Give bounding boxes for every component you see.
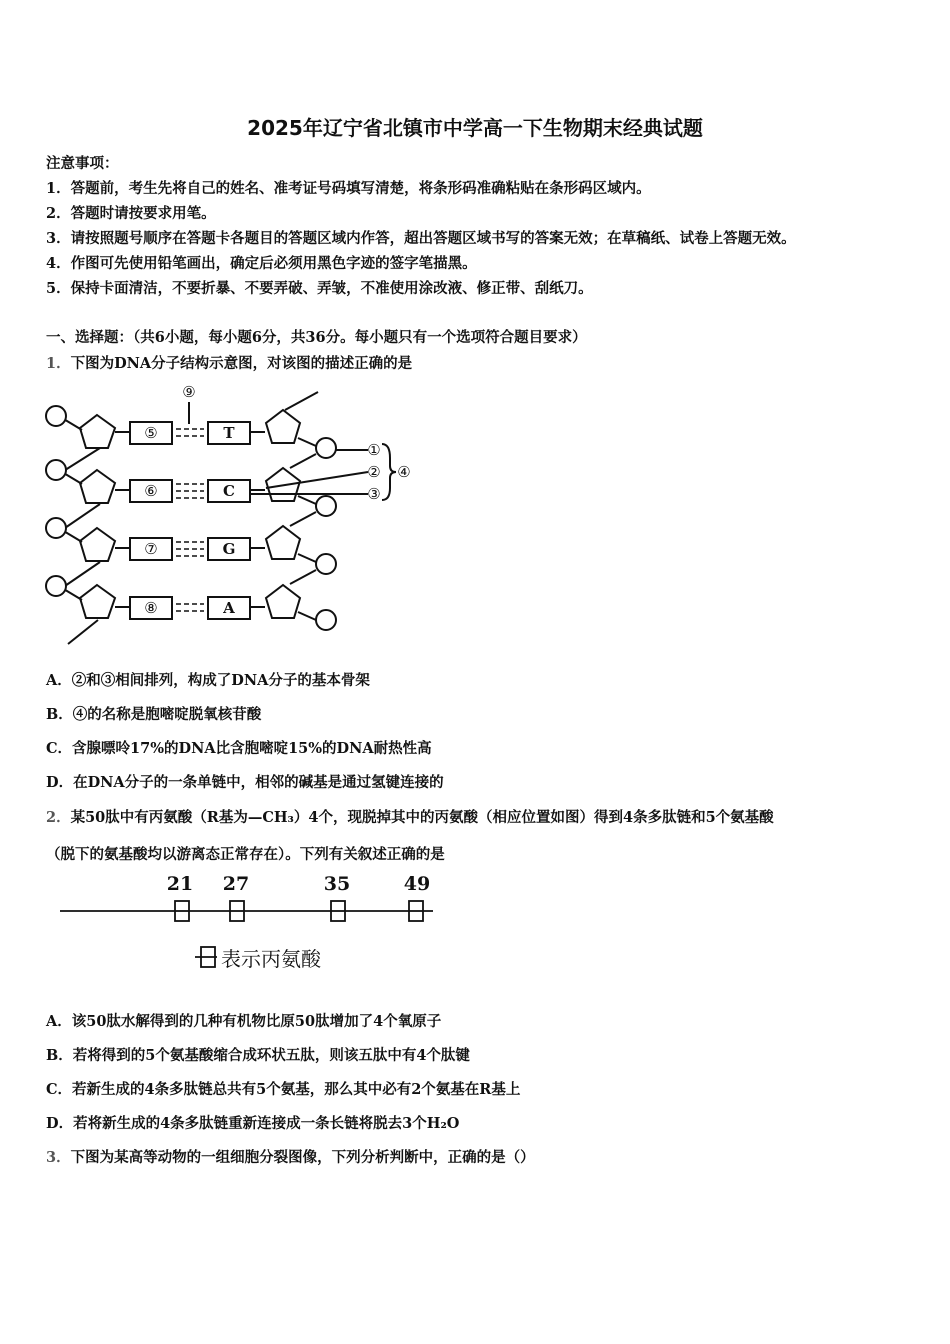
- question-text: 某50肽中有丙氨酸（R基为—CH₃）4个，现脱掉其中的丙氨酸（相应位置如图）得到4条多肽链和5个氨基酸: [70, 809, 774, 826]
- question-text: 下图为DNA分子结构示意图，对该图的描述正确的是: [70, 355, 413, 372]
- question-2-stem-continued: （脱下的氨基酸均以游离态正常存在）。下列有关叙述正确的是: [46, 846, 445, 863]
- notice-item: 2．答题时请按要求用笔。: [46, 205, 216, 222]
- option-d[interactable]: D．若将新生成的4条多肽链重新连接成一条长链将脱去3个H₂O: [46, 1115, 460, 1132]
- option-c[interactable]: C．含腺嘌呤17%的DNA比含胞嘧啶15%的DNA耐热性高: [46, 740, 432, 757]
- option-c[interactable]: C．若新生成的4条多肽链总共有5个氨基，那么其中必有2个氨基在R基上: [46, 1081, 521, 1098]
- position-label: 49: [403, 873, 431, 895]
- notice-item: 3．请按照题号顺序在答题卡各题目的答题区域内作答，超出答题区域书写的答案无效；在草稿纸、试卷上答题无效。: [46, 230, 796, 247]
- base-label-left: ⑥: [144, 482, 158, 500]
- question-number: 2．: [46, 809, 71, 826]
- question-number: 3．: [46, 1149, 71, 1166]
- base-label-right: T: [223, 424, 235, 442]
- callout-label: ③: [367, 485, 381, 503]
- position-label: 35: [323, 873, 351, 895]
- notice-item: 5．保持卡面清洁，不要折暴、不要弄破、弄皱，不准使用涂改液、修正带、刮纸刀。: [46, 280, 593, 297]
- callout-label: ①: [367, 441, 381, 459]
- legend-text: 表示丙氨酸: [221, 947, 321, 971]
- option-d[interactable]: D．在DNA分子的一条单链中，相邻的碱基是通过氢键连接的: [46, 774, 444, 791]
- question-1-stem: [46, 352, 412, 373]
- option-a[interactable]: A．②和③相间排列，构成了DNA分子的基本骨架: [46, 672, 370, 689]
- callout-label: ⑨: [182, 383, 196, 401]
- notice-item: 4．作图可先使用铅笔画出，确定后必须用黑色字迹的签字笔描黑。: [46, 255, 477, 272]
- base-label-left: ⑤: [144, 424, 158, 442]
- position-label: 27: [222, 873, 250, 895]
- dna-structure-figure: [40, 380, 420, 650]
- question-text: 下图为某高等动物的一组细胞分裂图像，下列分析判断中，正确的是（）: [70, 1149, 535, 1166]
- notice-item: 1．答题前，考生先将自己的姓名、准考证号码填写清楚，将条形码准确粘贴在条形码区域内。: [46, 180, 651, 197]
- callout-label: ②: [367, 463, 381, 481]
- option-a[interactable]: A．该50肽水解得到的几种有机物比原50肽增加了4个氧原子: [46, 1013, 442, 1030]
- page-title: 2025年辽宁省北镇市中学高一下生物期末经典试题: [247, 116, 703, 140]
- section-heading: 一、选择题：（共6小题，每小题6分，共36分。每小题只有一个选项符合题目要求）: [46, 329, 587, 346]
- position-label: 21: [166, 873, 194, 895]
- peptide-chain-figure: [55, 870, 445, 980]
- callout-label: ④: [397, 463, 411, 481]
- option-b[interactable]: B．④的名称是胞嘧啶脱氧核苷酸: [46, 706, 262, 723]
- base-label-left: ⑧: [144, 599, 158, 617]
- base-label-left: ⑦: [144, 540, 158, 558]
- question-number: 1．: [46, 355, 71, 372]
- base-label-right: A: [223, 599, 235, 617]
- base-label-right: C: [223, 482, 235, 500]
- question-2-stem: [46, 806, 774, 827]
- question-3-stem: [46, 1146, 535, 1167]
- notice-heading: 注意事项：: [46, 155, 119, 172]
- base-label-right: G: [222, 540, 236, 558]
- option-b[interactable]: B．若将得到的5个氨基酸缩合成环状五肽，则该五肽中有4个肽键: [46, 1047, 470, 1064]
